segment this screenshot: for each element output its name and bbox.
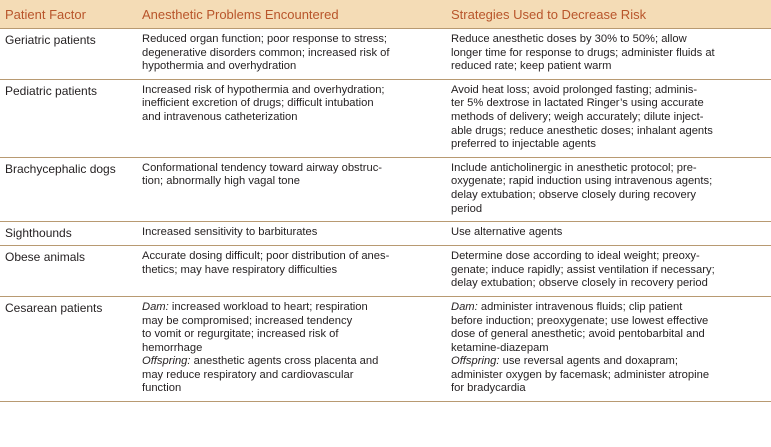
text-line: delay extubation; observe closely during recovery (451, 188, 697, 201)
text-line (451, 355, 767, 369)
table-row (0, 296, 771, 401)
text-line: degenerative disorders common; increased risk of (142, 46, 390, 59)
text-line (142, 301, 442, 315)
text-line: genate; induce rapidly; assist ventilation if necessary; (451, 263, 715, 276)
header-row (0, 0, 771, 29)
strategies-cell (446, 29, 771, 80)
offspring-label: Offspring: (142, 355, 191, 368)
text-line: Reduced organ function; poor response to stress; (142, 33, 388, 45)
factor-cell: Obese animals (0, 246, 137, 297)
strategies-cell (446, 157, 771, 221)
factor-cell: Brachycephalic dogs (0, 157, 137, 221)
table-body (0, 29, 771, 402)
problems-cell (137, 157, 446, 221)
text-line: may reduce respiratory and cardiovascular (142, 368, 354, 381)
table-row (0, 29, 771, 80)
text-line: before induction; preoxygenate; use lowest effective (451, 314, 709, 327)
text-line: Increased risk of hypothermia and overhydration; (142, 83, 385, 96)
text-line: preferred to injectable agents (451, 138, 596, 151)
text-line: and intravenous catheterization (142, 110, 298, 123)
text-line: Include anticholinergic in anesthetic protocol; pre- (451, 161, 697, 174)
problems-cell (137, 296, 446, 401)
text-line: ketamine-diazepam (451, 341, 549, 354)
problems-cell (137, 222, 446, 246)
text-line (142, 355, 442, 369)
text-line: Use alternative agents (451, 226, 563, 239)
text-line: hypothermia and overhydration (142, 60, 297, 73)
text-line: Conformational tendency toward airway obstruc- (142, 161, 383, 174)
problems-cell (137, 29, 446, 80)
text-line: may be compromised; increased tendency (142, 314, 353, 327)
table-header (0, 0, 771, 29)
text-line: able drugs; reduce anesthetic doses; inhalant agents (451, 124, 713, 137)
text-line: function (142, 382, 182, 395)
text-line: methods of delivery; weigh accurately; dilute inject- (451, 110, 704, 123)
text-line: period (451, 202, 483, 215)
table-row (0, 222, 771, 246)
text-line: administer oxygen by facemask; administer atropine (451, 368, 710, 381)
text-line: ter 5% dextrose in lactated Ringer’s using accurate (451, 97, 704, 110)
strategies-cell (446, 79, 771, 157)
problems-cell (137, 79, 446, 157)
text-line: tion; abnormally high vagal tone (142, 175, 300, 188)
text-line: Reduce anesthetic doses by 30% to 50%; allow (451, 33, 687, 45)
text-line: dose of general anesthetic; avoid pentobarbital and (451, 328, 705, 341)
text-line: longer time for response to drugs; administer fluids at (451, 46, 715, 59)
strategies-cell (446, 296, 771, 401)
text-line: thetics; may have respiratory difficulties (142, 263, 338, 276)
text-line: inefficient excretion of drugs; difficult intubation (142, 97, 374, 110)
factor-cell: Pediatric patients (0, 79, 137, 157)
factor-cell: Sighthounds (0, 222, 137, 246)
text-line: hemorrhage (142, 341, 203, 354)
offspring-text: anesthetic agents cross placenta and (190, 355, 379, 368)
text-line: Accurate dosing difficult; poor distribution of anes- (142, 250, 390, 263)
text-line: reduced rate; keep patient warm (451, 60, 612, 73)
strategies-cell (446, 222, 771, 246)
dam-label: Dam: (451, 300, 478, 313)
text-line: for bradycardia (451, 382, 526, 395)
header-anesthetic-problems: Anesthetic Problems Encountered (137, 0, 446, 29)
dam-label: Dam: (142, 300, 169, 313)
factor-cell: Geriatric patients (0, 29, 137, 80)
dam-text: administer intravenous fluids; clip patient (477, 300, 683, 313)
header-strategies: Strategies Used to Decrease Risk (446, 0, 771, 29)
table-row (0, 246, 771, 297)
text-line: delay extubation; observe closely in recovery period (451, 277, 708, 290)
table-row (0, 79, 771, 157)
offspring-label: Offspring: (451, 355, 500, 368)
text-line (451, 301, 767, 315)
factor-cell: Cesarean patients (0, 296, 137, 401)
problems-cell (137, 246, 446, 297)
header-patient-factor: Patient Factor (0, 0, 137, 29)
offspring-text: use reversal agents and doxapram; (499, 355, 678, 368)
text-line: Avoid heat loss; avoid prolonged fasting; adminis- (451, 83, 698, 96)
text-line: to vomit or regurgitate; increased risk of (142, 328, 339, 341)
text-line: Determine dose according to ideal weight; preoxy- (451, 250, 700, 263)
table-row (0, 157, 771, 221)
strategies-cell (446, 246, 771, 297)
text-line: Increased sensitivity to barbiturates (142, 226, 318, 239)
text-line: oxygenate; rapid induction using intravenous agents; (451, 175, 713, 188)
dam-text: increased workload to heart; respiration (168, 300, 368, 313)
